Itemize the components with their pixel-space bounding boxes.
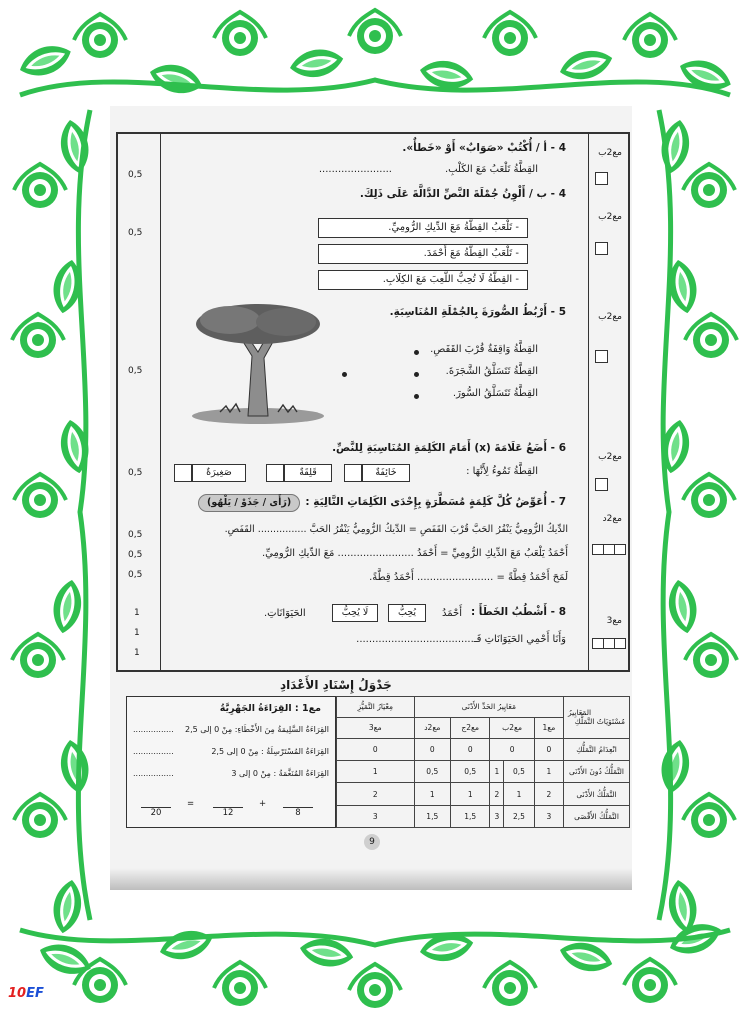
cell: 0 xyxy=(450,738,490,760)
cell: 0,5 xyxy=(450,761,490,783)
cell: 1,5 xyxy=(450,805,490,827)
q8-title: 8 - أَشْطُبُ الخَطَأَ : xyxy=(470,606,566,618)
oral-reading-row-3-blank[interactable]: ................ xyxy=(133,769,174,778)
q7-criterion: مع2د xyxy=(602,514,622,524)
cell: 1 xyxy=(504,783,535,805)
q5-option-2: القِطَّةُ تَتَسَلَّقُ الشَّجَرَةَ. xyxy=(445,366,538,377)
cell: 2 xyxy=(534,783,563,805)
q7-score-2: 0,5 xyxy=(128,550,143,560)
q8-line-2[interactable]: وَأَنَا أَحْمِي الحَيَوَانَاتِ فَـ..................................... xyxy=(356,634,566,645)
q7-line-3[interactable]: لَمَحَ أَحْمَدُ قِطَّةً = ........................ أَحْمَدُ قِطَّةً. xyxy=(369,572,568,583)
q4a-title: 4 - أ / أُكْتُبْ «صَوَابٌ» أَوْ «خَطأٌ». xyxy=(402,142,566,154)
q8-score-3: 1 xyxy=(134,648,140,658)
grading-title: جَدْوَلُ إِسْنَادِ الأَعْدَادِ xyxy=(280,678,392,692)
total-denominator: 20 xyxy=(141,807,171,818)
cell: 0,5 xyxy=(504,761,535,783)
corner-bottom-label: مُسْتَوَيَاتُ التَّمَلُّكِ xyxy=(574,717,625,727)
q4b-checkbox[interactable] xyxy=(595,242,608,255)
part-denominator-1: 12 xyxy=(213,807,243,818)
criteria-column-line xyxy=(588,134,589,670)
tree-illustration xyxy=(190,300,326,426)
q6-title: 6 - أَضَعُ عَلَامَةَ (x) أَمَامَ الكَلِمَةِ المُنَاسِبَةِ لِلنَّصِّ. xyxy=(332,442,566,454)
oral-reading-row-2-blank[interactable]: ................ xyxy=(133,747,174,756)
q6-criterion: مع2ب xyxy=(598,452,622,462)
q4a-answer-blank[interactable]: ....................... xyxy=(318,164,392,175)
col-ma2j: مع2ج xyxy=(450,717,490,738)
cell: 1 xyxy=(490,761,504,783)
cell: 3 xyxy=(490,805,504,827)
cell: 1 xyxy=(414,783,450,805)
q4b-option-1[interactable]: - تَلْعَبُ القِطَّةُ مَعَ الدِّيكِ الرُّومِيِّ. xyxy=(318,218,528,238)
exam-sheet xyxy=(110,106,632,890)
total-formula xyxy=(135,793,327,823)
q6-checkbox-1[interactable] xyxy=(344,464,362,482)
level-label: التَّمَلُّكُ دُونَ الأَدْنَى xyxy=(564,761,630,783)
oral-reading-row-1-blank[interactable]: ................ xyxy=(133,725,174,734)
q8-score-2: 1 xyxy=(134,628,140,638)
level-label: التَّمَلُّكُ الأَقْصَى xyxy=(564,805,630,827)
cell: 0,5 xyxy=(414,761,450,783)
score-column-line xyxy=(160,134,161,670)
oral-reading-box xyxy=(126,696,336,828)
exam-box xyxy=(116,132,630,672)
cell: 1 xyxy=(337,761,415,783)
level-label: التَّمَلُّكُ الأَدْنَى xyxy=(564,783,630,805)
q8-option-1[interactable]: يُحِبُّ xyxy=(388,604,426,622)
q4b-option-3[interactable]: - القِطَّةُ لَا تُحِبُّ اللَّعِبَ مَعَ الكِلَابِ. xyxy=(318,270,528,290)
corner-top-label: المَعَايِيرُ xyxy=(568,708,592,718)
q6-option-3: صَغِيرَةٌ xyxy=(192,464,246,482)
grading-table-corner xyxy=(564,697,630,739)
q8-criterion: مع3 xyxy=(606,616,622,626)
oral-reading-heading: مع1 : القِرَاءَةُ الجَهْرِيَّةُ xyxy=(219,703,321,714)
q6-checkbox-3[interactable] xyxy=(174,464,192,482)
q4b-title: 4 - ب / أَلْوِنُ جُمْلَةَ النَّصِّ الدَّالَّةَ عَلَى ذَلِكَ. xyxy=(359,188,566,200)
col-ma1: مع1 xyxy=(534,717,563,738)
cell: 3 xyxy=(534,805,563,827)
q7-checkbox-group[interactable] xyxy=(593,544,626,555)
table-row xyxy=(337,783,630,805)
q4a-sentence: القِطَّةُ تَلْعَبُ مَعَ الكَلْبِ. xyxy=(444,164,538,175)
min-criteria-header: مَعَايِيرُ الحَدِّ الأَدْنَى xyxy=(414,697,563,718)
cell: 1 xyxy=(450,783,490,805)
q5-option-3: القِطَّةُ تَتَسَلَّقُ السُّورَ. xyxy=(452,388,538,399)
oral-reading-row-3: القِرَاءَةُ المُنَغَّمَةُ : مِنْ 0 إلى 3 xyxy=(231,769,329,778)
q5-dot-picture[interactable] xyxy=(342,372,347,377)
q4a-checkbox[interactable] xyxy=(595,172,608,185)
part-denominator-2: 8 xyxy=(283,807,313,818)
q7-score-3: 0,5 xyxy=(128,570,143,580)
q7-title: 7 - أُعَوِّضُ كُلَّ كَلِمَةٍ مُسَطَّرَةٍ بِإِحْدَى الكَلِمَاتِ التَّالِيَةِ : xyxy=(305,496,566,508)
q7-word-bank: (رَأَى / جَذَوْ / يَلْهُو) xyxy=(198,494,300,512)
q4a-criterion: مع2ب xyxy=(598,148,622,158)
col-ma2d: مع2د xyxy=(414,717,450,738)
q4b-criterion: مع2ب xyxy=(598,212,622,222)
q8-checkbox-group[interactable] xyxy=(593,638,626,649)
site-logo: 10EF xyxy=(8,986,44,1001)
q4a-score: 0,5 xyxy=(128,170,143,180)
q5-option-1: القِطَّةُ وَاقِفَةٌ قُرْبَ القَفَصِ. xyxy=(430,344,538,355)
equals-sign: = xyxy=(187,799,195,809)
q5-criterion: مع2ب xyxy=(598,312,622,322)
oral-reading-row-2: القِرَاءَةُ المُسْتَرْسِلَةُ : مِنْ 0 إلى 2,5 xyxy=(211,747,329,756)
q5-dot-option-1[interactable] xyxy=(414,350,419,355)
q6-lead: القِطَّةُ تَمُوءُ لِأَنَّهَا : xyxy=(466,466,538,477)
q4b-option-2[interactable]: - تَلْعَبُ القِطَّةُ مَعَ أَحْمَدَ. xyxy=(318,244,528,264)
q6-option-1: خَائِفَةٌ xyxy=(362,464,410,482)
cell: 3 xyxy=(337,805,415,827)
excellence-header: مِعْيَارُ التَّمَيُّزِ xyxy=(337,697,415,718)
q8-object: الحَيَوَانَاتِ. xyxy=(264,608,306,619)
cell: 0 xyxy=(490,738,534,760)
table-row xyxy=(337,738,630,760)
cell: 1,5 xyxy=(414,805,450,827)
grading-table xyxy=(336,696,630,828)
q6-option-2: قَلِقَةٌ xyxy=(284,464,332,482)
page-number: 9 xyxy=(364,834,380,850)
cell: 0 xyxy=(534,738,563,760)
q5-checkbox[interactable] xyxy=(595,350,608,363)
q5-score: 0,5 xyxy=(128,366,143,376)
q7-score-1: 0,5 xyxy=(128,530,143,540)
q6-score: 0,5 xyxy=(128,468,143,478)
q7-line-2[interactable]: أَحْمَدُ يَلْعَبُ مَعَ الدِّيكِ الرُّومِيِّ = أَحْمَدُ ........................ مَعَ الدِّيكِ الرُّومِيِّ. xyxy=(261,548,568,559)
q7-line-1[interactable]: الدِّيكُ الرُّومِيُّ يَنْقُرُ الحَبَّ قُرْبَ القَفَصِ = الدِّيكُ الرُّومِيُّ يَنْقُرُ الحَبَّ ................ القَفَصِ. xyxy=(224,524,568,535)
level-label: انْعِدَامُ التَّمَلُّكِ xyxy=(564,738,630,760)
oral-reading-row-1: القِرَاءَةُ السَّلِيمَةُ مِنَ الأَخْطَاءِ: مِنْ 0 إلى 2,5 xyxy=(185,725,329,734)
q6-checkbox[interactable] xyxy=(595,478,608,491)
q8-score-1: 1 xyxy=(134,608,140,618)
cell: 2 xyxy=(337,783,415,805)
cell: 0 xyxy=(337,738,415,760)
col-ma2b: مع2ب xyxy=(490,717,534,738)
q8-subject: أَحْمَدُ xyxy=(442,608,462,619)
q5-dot-option-2[interactable] xyxy=(414,372,419,377)
q6-checkbox-2[interactable] xyxy=(266,464,284,482)
q4b-score: 0,5 xyxy=(128,228,143,238)
table-row xyxy=(337,805,630,827)
q5-dot-option-3[interactable] xyxy=(414,394,419,399)
q5-title: 5 - أَرْبُطُ الصُّورَةَ بِالجُمْلَةِ المُنَاسِبَةِ. xyxy=(389,306,566,318)
cell: 0 xyxy=(414,738,450,760)
cell: 1 xyxy=(534,761,563,783)
cell: 2,5 xyxy=(504,805,535,827)
plus-sign: + xyxy=(259,799,267,809)
table-row xyxy=(337,761,630,783)
q8-option-2[interactable]: لَا يُحِبُّ xyxy=(332,604,378,622)
cell: 2 xyxy=(490,783,504,805)
col-ma3: مع3 xyxy=(337,717,415,738)
